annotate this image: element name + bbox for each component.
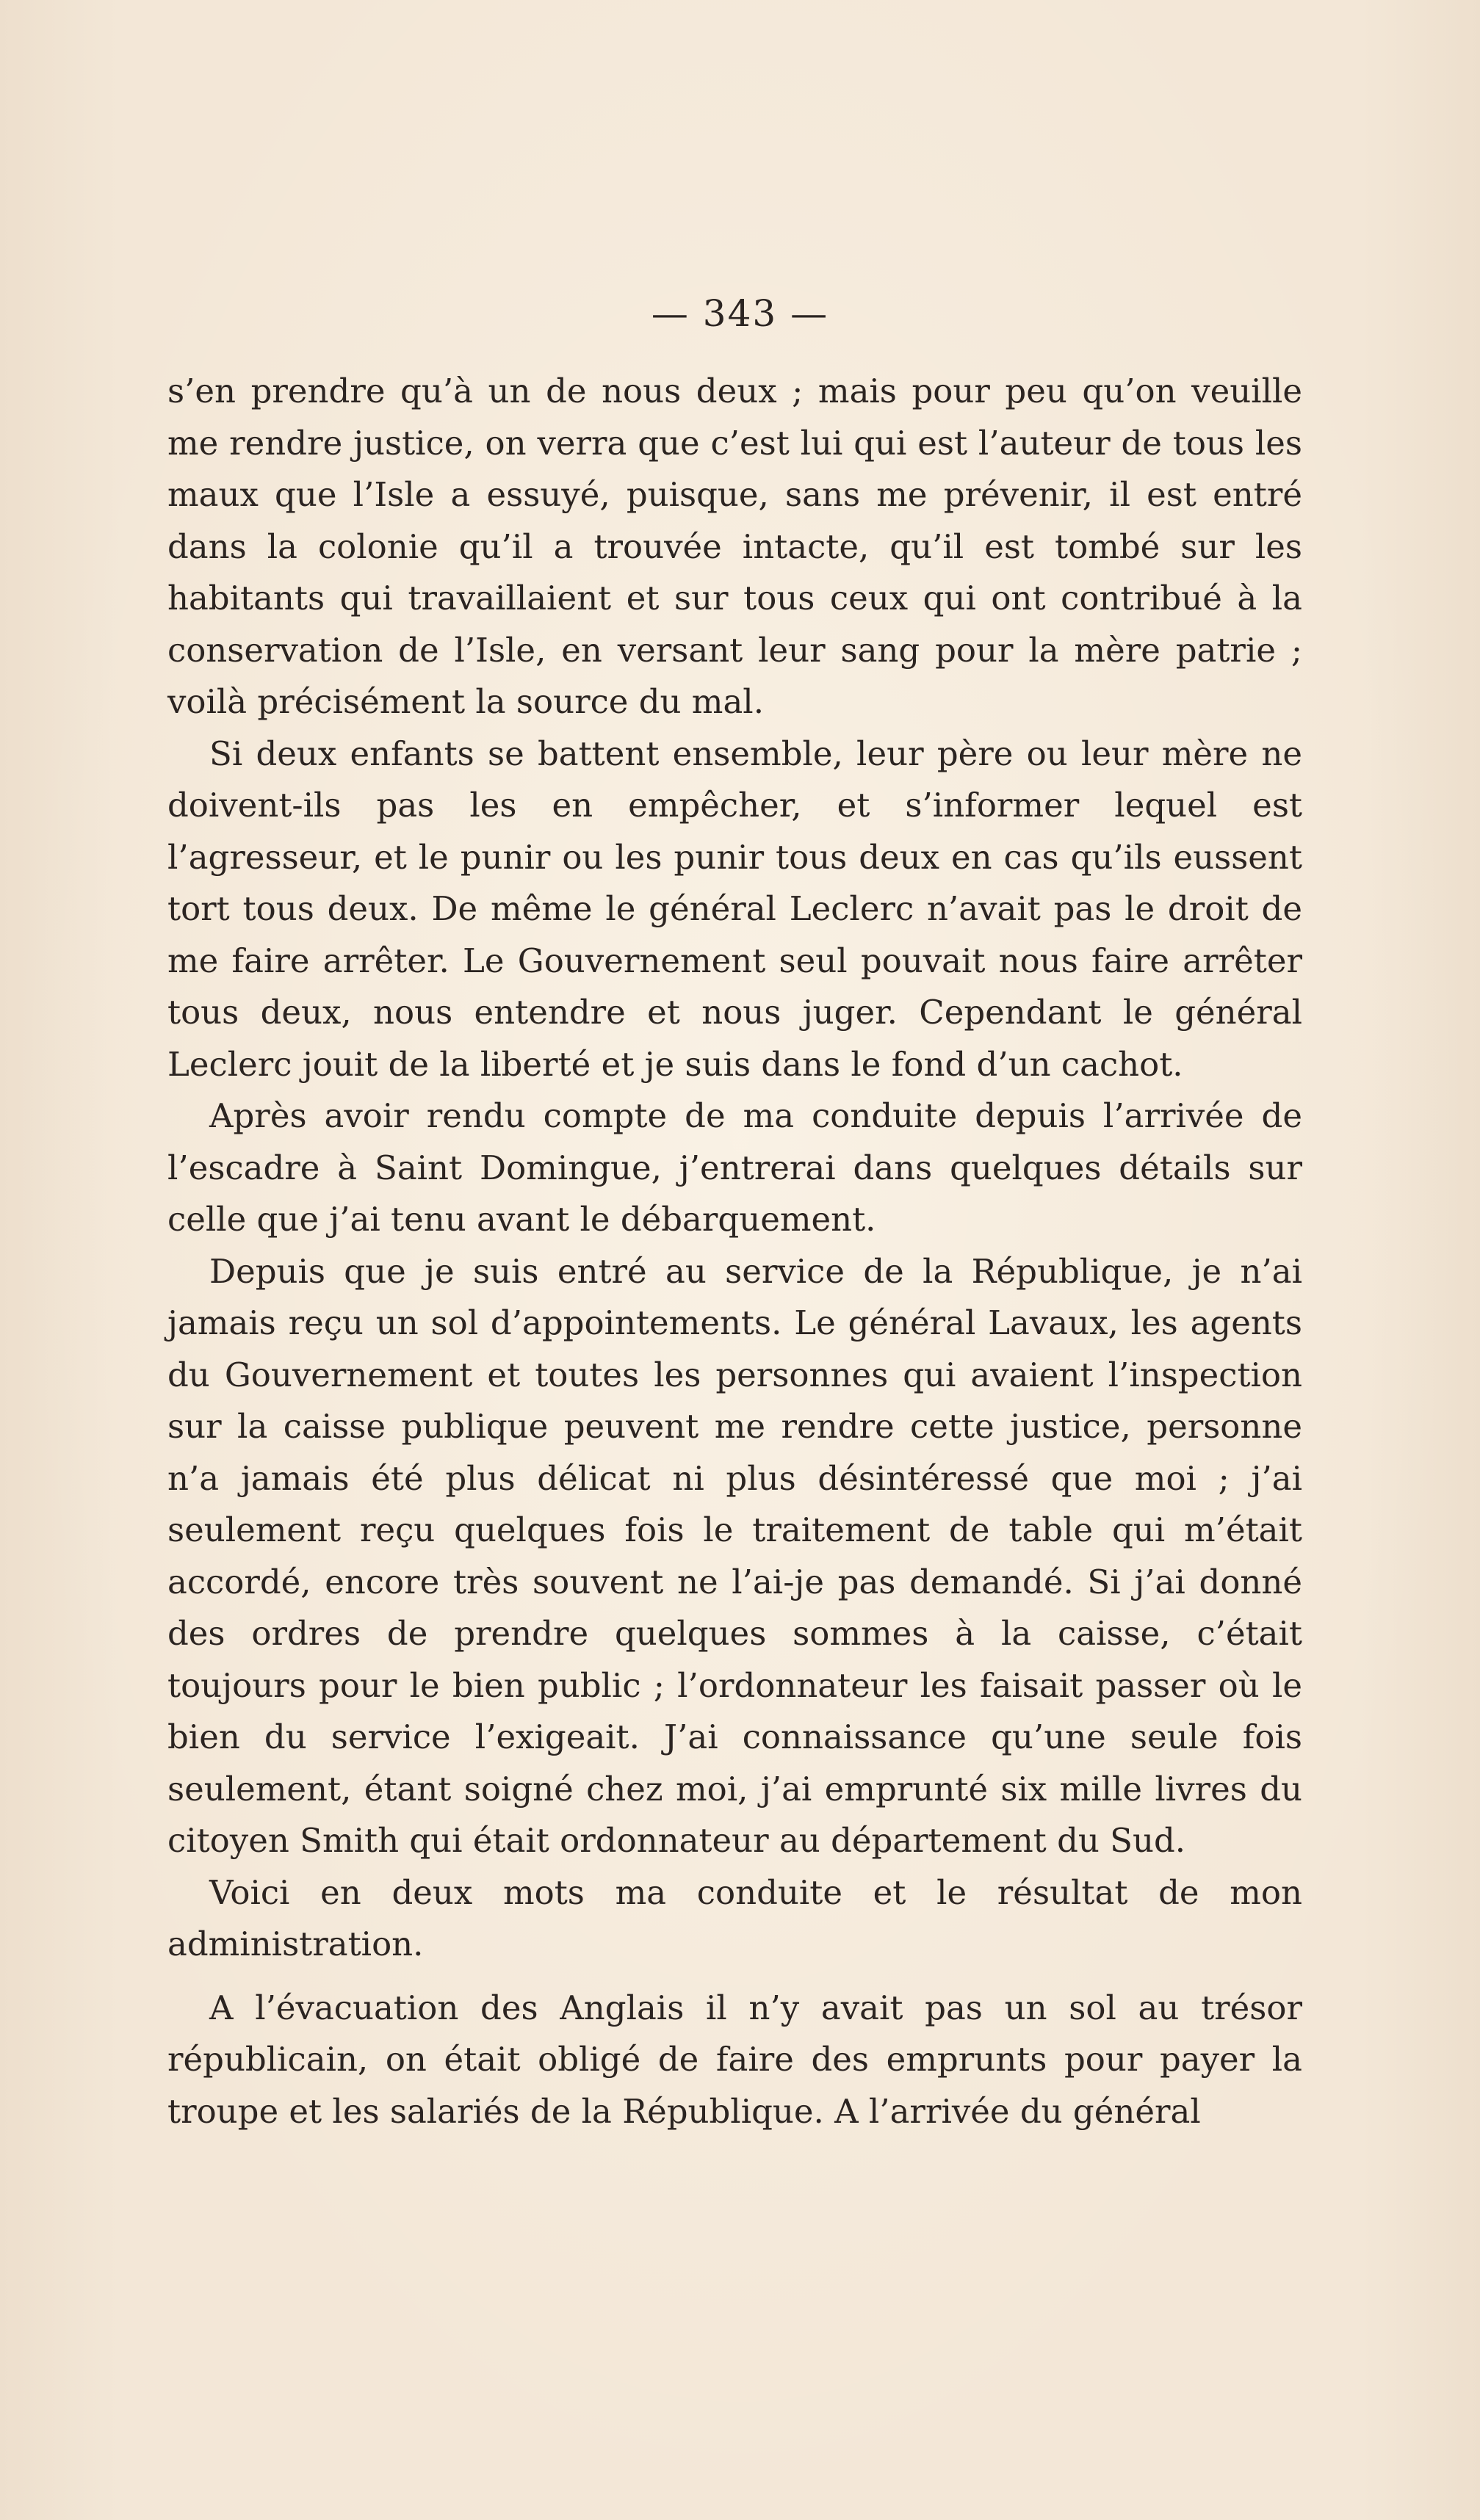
paragraph-4: Depuis que je suis entré au service de la République, je n’ai jamais reçu un sol d’appointements. Le général Lavaux, les agents du Gouvernement et toutes les personnes qui avaient l’inspection sur la caisse publique peuvent me rendre cette justice, personne n’a jamais été plus délicat ni plus désintéressé que moi ; j’ai seulement reçu quelques fois le traitement de table qui m’était accordé, encore très souvent ne l’ai-je pas demandé. Si j’ai donné des ordres de prendre quelques sommes à la caisse, c’était toujours pour le bien public ; l’ordonnateur les faisait passer où le bien du service l’exigeait. J’ai connaissance qu’une seule fois seulement, étant soigné chez moi, j’ai emprunté six mille livres du citoyen Smith qui était ordonnateur au département du Sud.: [167, 1251, 1302, 1860]
paragraph-2: Si deux enfants se battent ensemble, leur père ou leur mère ne doivent-ils pas les en empêcher, et s’informer lequel est l’agresseur, et le punir ou les punir tous deux en cas qu’ils eussent tort tous deux. De même le général Leclerc n’avait pas le droit de me faire arrêter. Le Gouvernement seul pouvait nous faire arrêter tous deux, nous entendre et nous juger. Cependant le général Leclerc jouit de la liberté et je suis dans le fond d’un cachot.: [167, 734, 1302, 1084]
paragraph-1: s’en prendre qu’à un de nous deux ; mais pour peu qu’on veuille me rendre justice, on verra que c’est lui qui est l’auteur de tous les maux que l’Isle a essuyé, puisque, sans me prévenir, il est entré dans la colonie qu’il a trouvée intacte, qu’il est tombé sur les habitants qui travaillaient et sur tous ceux qui ont contribué à la conservation de l’Isle, en versant leur sang pour la mère patrie ; voilà précisément la source du mal.: [167, 372, 1302, 721]
paragraph-6: A l’évacuation des Anglais il n’y avait pas un sol au trésor républicain, on était obligé de faire des emprunts pour payer la troupe et les salariés de la République. A l’arrivée du général: [167, 1988, 1302, 2131]
paragraph-5: Voici en deux mots ma conduite et le résultat de mon administration.: [167, 1872, 1302, 1963]
body-text: [167, 366, 1302, 2137]
page-number: — 343 —: [651, 292, 829, 335]
paragraph-3: Après avoir rendu compte de ma conduite depuis l’arrivée de l’escadre à Saint Domingue, j’entrerai dans quelques détails sur celle que j’ai tenu avant le débarquement.: [167, 1096, 1302, 1239]
